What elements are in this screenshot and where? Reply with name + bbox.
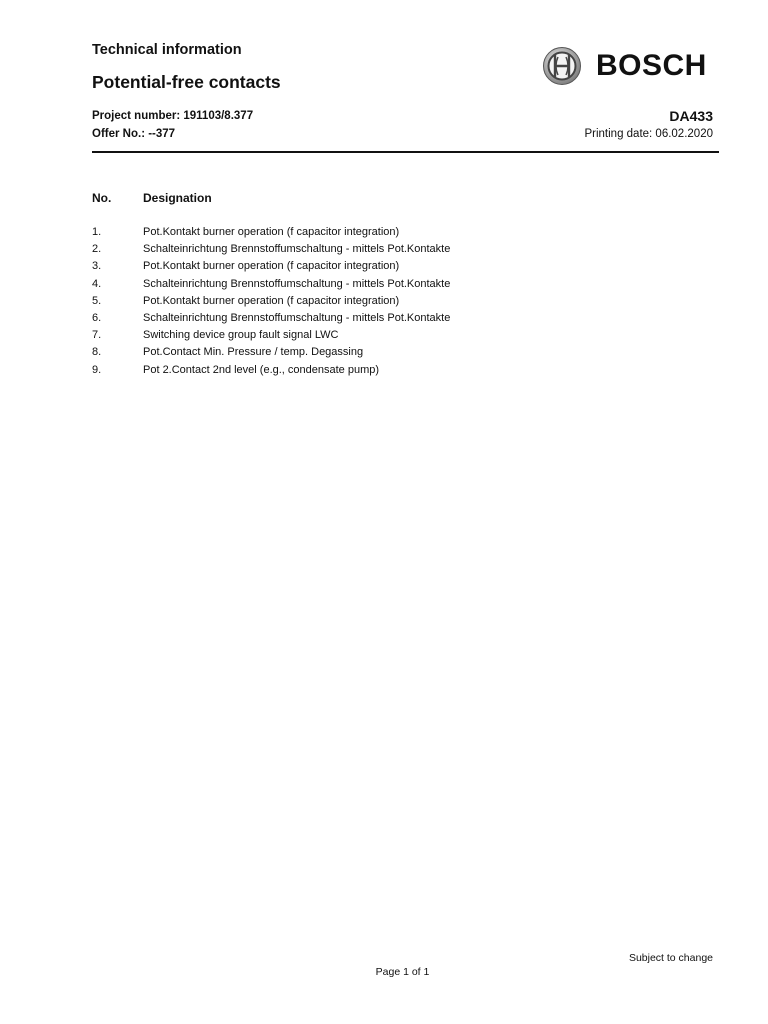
row-designation: Pot.Kontakt burner operation (f capacitor integration) [143,260,400,273]
row-number: 2. [92,243,102,256]
table-row [92,293,652,310]
printing-date: Printing date: 06.02.2020 [584,128,713,140]
row-number: 4. [92,277,102,290]
change-notice: Subject to change [628,952,713,964]
table-row [92,276,652,293]
row-designation: Schalteinrichtung Brennstoffumschaltung - mittels Pot.Kontakte [143,311,451,324]
offer-number: Offer No.: --377 [92,128,176,140]
row-designation: Pot.Kontakt burner operation (f capacitor integration) [143,294,400,307]
table-row [92,224,652,241]
document-title: Potential-free contacts [92,72,281,92]
row-designation: Pot.Contact Min. Pressure / temp. Degassing [143,346,364,359]
row-designation: Pot.Kontakt burner operation (f capacitor integration) [143,226,400,238]
row-number: 9. [92,363,102,376]
table-row [92,241,652,258]
row-designation: Switching device group fault signal LWC [143,329,339,342]
brand-logo [542,46,714,86]
document-code: DA433 [669,108,713,124]
row-number: 1. [92,226,102,238]
row-number: 7. [92,329,102,342]
table-row [92,258,652,275]
header-divider [92,151,719,153]
table-row [92,327,652,344]
table-row [92,310,652,327]
column-header-no: No. [92,191,112,205]
document-subtitle: Technical information [92,42,242,58]
table-row [92,362,652,379]
table-header [92,190,652,206]
bosch-armature-icon [542,46,582,86]
page-number: Page 1 of 1 [375,966,430,978]
row-number: 6. [92,311,102,324]
project-number: Project number: 191103/8.377 [92,110,254,122]
contacts-table [92,190,652,379]
row-designation: Schalteinrichtung Brennstoffumschaltung - mittels Pot.Kontakte [143,243,451,256]
row-number: 3. [92,260,102,273]
row-designation: Schalteinrichtung Brennstoffumschaltung - mittels Pot.Kontakte [143,277,451,290]
row-designation: Pot 2.Contact 2nd level (e.g., condensate pump) [143,363,380,376]
row-number: 5. [92,294,102,307]
column-header-designation: Designation [143,191,212,205]
table-row [92,344,652,361]
row-number: 8. [92,346,102,359]
brand-wordmark: BOSCH [596,49,707,82]
